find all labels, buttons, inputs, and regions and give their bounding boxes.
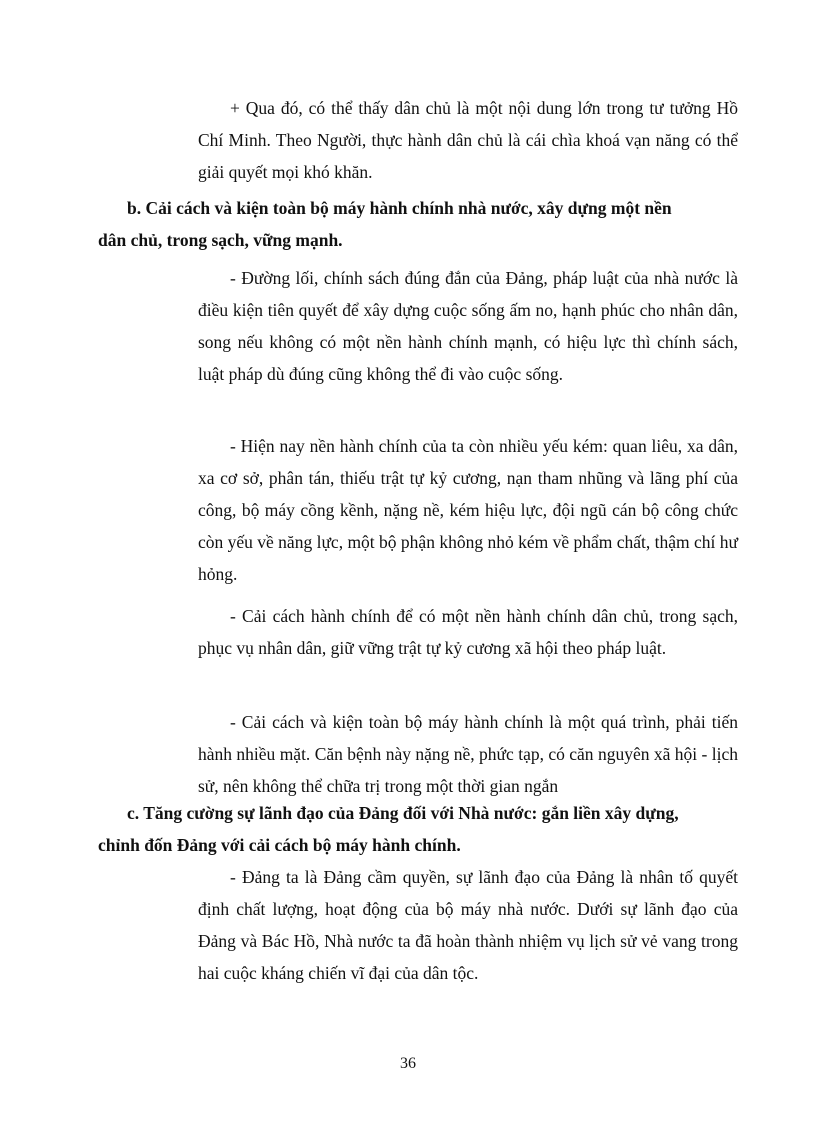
section-heading-c-line2: chỉnh đốn Đảng với cải cách bộ máy hành chính. bbox=[98, 835, 461, 855]
paragraph-dan-chu: + Qua đó, có thể thấy dân chủ là một nội dung lớn trong tư tưởng Hồ Chí Minh. Theo Người, thực hành dân chủ là cái chìa khoá vạn năng có thể giải quyết mọi khó khăn. bbox=[198, 98, 738, 182]
paragraph-hien-nay: - Hiện nay nền hành chính của ta còn nhiều yếu kém: quan liêu, xa dân, xa cơ sở, phân tán, thiếu trật tự kỷ cương, nạn tham nhũng và lãng phí của công, bộ máy cồng kềnh, nặng nề, kém hiệu lực, đội ngũ cán bộ công chức còn yếu về năng lực, một bộ phận không nhỏ kém về phẩm chất, thậm chí hư hỏng. bbox=[198, 436, 738, 584]
section-heading-b bbox=[98, 192, 739, 256]
section-heading-b-line1: b. Cải cách và kiện toàn bộ máy hành chính nhà nước, xây dựng một nền bbox=[127, 198, 672, 218]
section-heading-b-line2: dân chủ, trong sạch, vững mạnh. bbox=[98, 230, 343, 250]
paragraph-dang-cam-quyen: - Đảng ta là Đảng cầm quyền, sự lãnh đạo của Đảng là nhân tố quyết định chất lượng, hoạt động của bộ máy nhà nước. Dưới sự lãnh đạo của Đảng và Bác Hồ, Nhà nước ta đã hoàn thành nhiệm vụ lịch sử vẻ vang trong hai cuộc kháng chiến vĩ đại của dân tộc. bbox=[198, 867, 738, 983]
page-number: 36 bbox=[400, 1055, 416, 1072]
paragraph-kien-toan: - Cải cách và kiện toàn bộ máy hành chính là một quá trình, phải tiến hành nhiều mặt. Căn bệnh này nặng nề, phức tạp, có căn nguyên xã hội - lịch sử, nên không thể chữa trị trong một thời gian ngắn bbox=[198, 712, 738, 796]
section-heading-c bbox=[98, 797, 739, 861]
paragraph-cai-cach-hanh-chinh: - Cải cách hành chính để có một nền hành chính dân chủ, trong sạch, phục vụ nhân dân, giữ vững trật tự kỷ cương xã hội theo pháp luật. bbox=[198, 606, 738, 658]
section-heading-c-line1: c. Tăng cường sự lãnh đạo của Đảng đối với Nhà nước: gắn liền xây dựng, bbox=[127, 803, 679, 823]
paragraph-duong-loi: - Đường lối, chính sách đúng đắn của Đảng, pháp luật của nhà nước là điều kiện tiên quyết để xây dựng cuộc sống ấm no, hạnh phúc cho nhân dân, song nếu không có một nền hành chính mạnh, có hiệu lực thì chính sách, luật pháp dù đúng cũng không thể đi vào cuộc sống. bbox=[198, 268, 738, 384]
